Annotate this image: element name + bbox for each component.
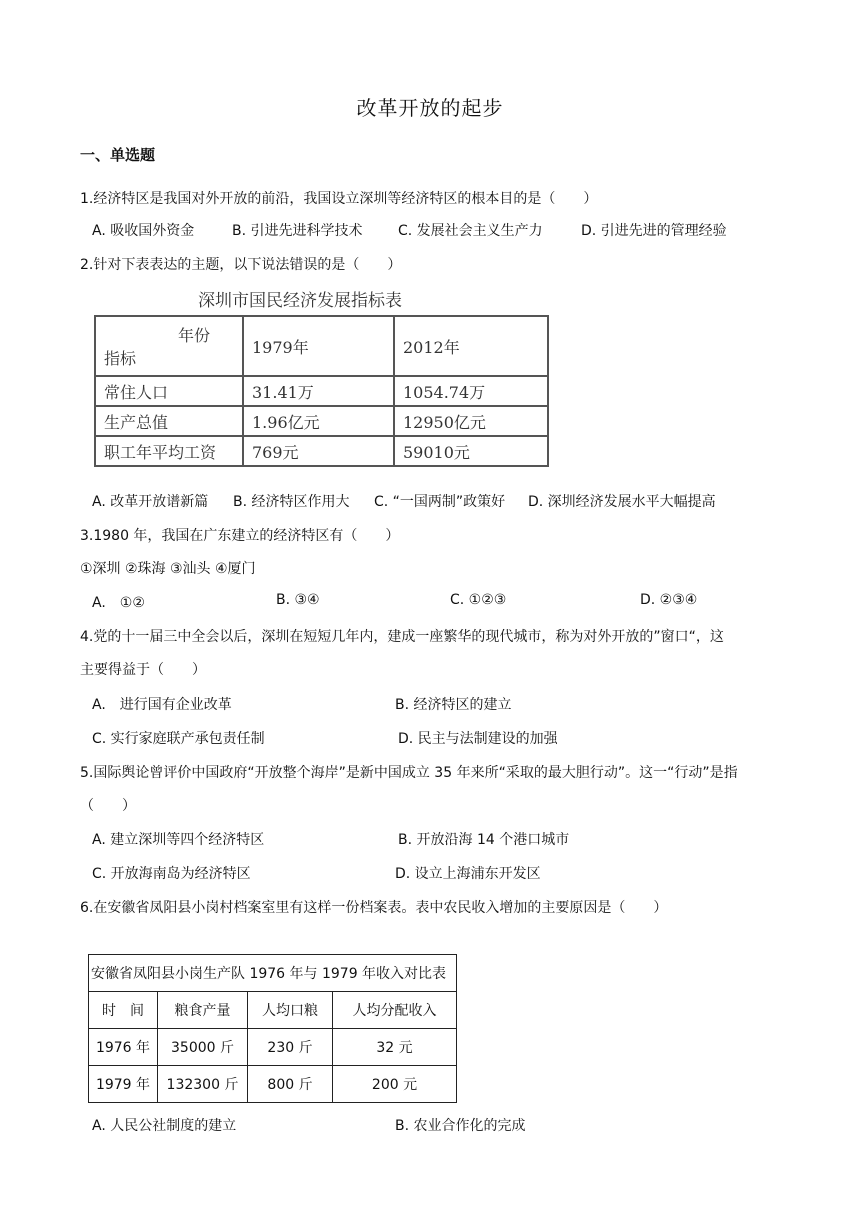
table-1-cell: 12950亿元 [394,406,548,436]
table-row [95,376,548,406]
question-3-option-d[interactable]: D. ②③④ [640,592,698,608]
question-4-option-d[interactable]: D. 民主与法制建设的加强 [398,731,558,747]
table-1-cell: 1.96亿元 [243,406,394,436]
table-2-header: 人均口粮 [248,992,333,1029]
table-2-header: 人均分配收入 [333,992,457,1029]
question-1-option-a[interactable]: A. 吸收国外资金 [92,223,195,239]
table-2-header: 粮食产量 [158,992,248,1029]
table-2-cell: 132300 斤 [158,1066,248,1103]
question-5-option-a[interactable]: A. 建立深圳等四个经济特区 [92,832,265,848]
question-5-option-d[interactable]: D. 设立上海浦东开发区 [395,866,541,882]
question-5-option-c[interactable]: C. 开放海南岛为经济特区 [92,866,251,882]
table-1-caption: 深圳市国民经济发展指标表 [198,291,402,311]
table-1-header-indicator: 指标 [104,349,137,368]
question-3-option-b[interactable]: B. ③④ [276,592,320,608]
table-row [89,1066,457,1103]
table-2-header: 时 间 [89,992,158,1029]
table-2-caption: 安徽省凤阳县小岗生产队 1976 年与 1979 年收入对比表 [89,955,457,992]
table-1-cell: 31.41万 [243,376,394,406]
table-row [95,436,548,466]
table-1-year-2012: 2012年 [394,316,548,376]
question-6-option-b[interactable]: B. 农业合作化的完成 [395,1118,526,1134]
table-1-header-year: 年份 [177,326,210,345]
question-4-stem-line-1: 4.党的十一届三中全会以后，深圳在短短几年内，建成一座繁华的现代城市，称为对外开放的”窗口“，这 [80,629,724,645]
table-2-cell: 230 斤 [248,1029,333,1066]
table-2-cell: 35000 斤 [158,1029,248,1066]
question-3-stem: 3.1980 年，我国在广东建立的经济特区有（ ） [80,528,400,544]
table-1-cell: 常住人口 [95,376,243,406]
table-2-cell: 200 元 [333,1066,457,1103]
question-4-option-b[interactable]: B. 经济特区的建立 [395,697,512,713]
table-1-cell: 1054.74万 [394,376,548,406]
question-2-option-c[interactable]: C. “一国两制”政策好 [374,494,506,510]
question-5-option-b[interactable]: B. 开放沿海 14 个港口城市 [398,832,570,848]
question-4-stem-line-2: 主要得益于（ ） [80,662,206,678]
table-1-header-cell [95,316,243,376]
question-2-option-d[interactable]: D. 深圳经济发展水平大幅提高 [528,494,716,510]
table-1-year-1979: 1979年 [243,316,394,376]
table-1-cell: 生产总值 [95,406,243,436]
question-4-option-c[interactable]: C. 实行家庭联产承包责任制 [92,731,265,747]
question-1-option-d[interactable]: D. 引进先进的管理经验 [581,223,727,239]
question-3-option-a[interactable]: A. ①② [92,595,145,611]
question-2-option-b[interactable]: B. 经济特区作用大 [233,494,350,510]
table-1-cell: 769元 [243,436,394,466]
xiaogang-income-table [88,954,457,1103]
shenzhen-indicator-table [94,315,549,467]
table-row [95,406,548,436]
question-3-choices: ①深圳 ②珠海 ③汕头 ④厦门 [80,561,256,577]
question-1-option-c[interactable]: C. 发展社会主义生产力 [398,223,543,239]
table-2-cell: 32 元 [333,1029,457,1066]
table-2-cell: 1979 年 [89,1066,158,1103]
table-1-cell: 59010元 [394,436,548,466]
table-2-cell: 1976 年 [89,1029,158,1066]
page-title: 改革开放的起步 [356,96,504,120]
question-4-option-a[interactable]: A. 进行国有企业改革 [92,697,232,713]
question-5-stem-line-1: 5.国际舆论曾评价中国政府“开放整个海岸”是新中国成立 35 年来所“采取的最大胆行动”。这一“行动”是指 [80,765,738,781]
question-2-option-a[interactable]: A. 改革开放谱新篇 [92,494,209,510]
table-1-cell: 职工年平均工资 [95,436,243,466]
question-1-stem: 1.经济特区是我国对外开放的前沿，我国设立深圳等经济特区的根本目的是（ ） [80,191,598,207]
question-6-option-a[interactable]: A. 人民公社制度的建立 [92,1118,237,1134]
question-5-stem-line-2: （ ） [80,798,136,814]
question-1-option-b[interactable]: B. 引进先进科学技术 [232,223,363,239]
table-2-cell: 800 斤 [248,1066,333,1103]
table-row [89,1029,457,1066]
question-6-stem: 6.在安徽省凤阳县小岗村档案室里有这样一份档案表。表中农民收入增加的主要原因是（ ） [80,900,668,916]
question-3-option-c[interactable]: C. ①②③ [450,592,507,608]
question-2-stem: 2.针对下表表达的主题，以下说法错误的是（ ） [80,257,402,273]
section-heading: 一、单选题 [80,146,156,164]
